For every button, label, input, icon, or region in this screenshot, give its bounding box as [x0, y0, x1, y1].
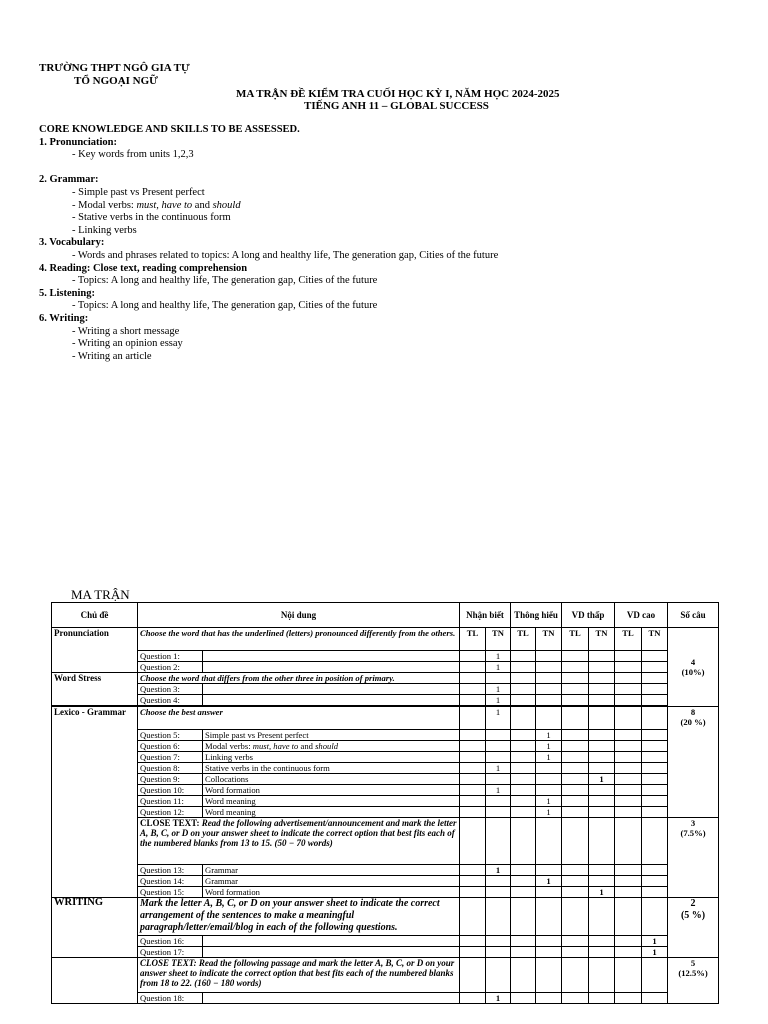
- text: CLOSE TEXT:: [140, 958, 197, 968]
- list-item: - Writing a short message: [72, 325, 180, 337]
- question-label: Question 2:: [138, 662, 203, 673]
- count-value: 2: [690, 898, 696, 909]
- table-row: [52, 763, 719, 774]
- question-label: Question 18:: [138, 993, 203, 1004]
- text: must: [136, 199, 157, 211]
- count-value: 8: [690, 707, 696, 717]
- list-item: [39, 200, 739, 213]
- cell-value: 1: [536, 752, 562, 763]
- text: Read the following advertisement/announcement and mark the letter A, B, C, or D on your answer sheet to indicate the correct option that best fits each of the numbered blanks from 13 to 15. (50 − 70 words): [140, 818, 457, 848]
- cell-value: 1: [536, 876, 562, 887]
- list-item: - Stative verbs in the continuous form: [72, 212, 231, 224]
- question-label: Question 8:: [138, 763, 203, 774]
- question-label: Question 15:: [138, 887, 203, 898]
- cell-value: 1: [486, 707, 511, 730]
- count-value: 5: [690, 958, 696, 968]
- list-item: - Topics: A long and healthy life, The generation gap, Cities of the future: [72, 300, 378, 312]
- text: should: [315, 741, 338, 751]
- outline-heading: CORE KNOWLEDGE AND SKILLS TO BE ASSESSED.: [39, 124, 300, 135]
- section-instruction: [138, 958, 460, 993]
- subheader-tl: TL: [511, 628, 536, 651]
- topic-writing: WRITING: [52, 898, 138, 958]
- table-row: [52, 898, 719, 936]
- question-content: [203, 741, 460, 752]
- subheader-tn: TN: [536, 628, 562, 651]
- question-label: Question 1:: [138, 651, 203, 662]
- count-value: 4: [690, 657, 696, 667]
- question-label: Question 13:: [138, 865, 203, 876]
- section-instruction: [138, 818, 460, 865]
- text: have to: [273, 741, 299, 751]
- question-label: Question 9:: [138, 774, 203, 785]
- question-content: Word formation: [203, 785, 460, 796]
- question-content: Simple past vs Present perfect: [203, 730, 460, 741]
- count-cell: [668, 898, 719, 958]
- table-row: [52, 695, 719, 706]
- table-row: [52, 707, 719, 730]
- text: Read the following passage and mark the letter A, B, C, or D on your answer sheet to indicate the correct option that best fits each of the numbered blanks from 18 to 22. (160 − 180 words): [140, 958, 455, 988]
- text: CLOSE TEXT:: [140, 818, 200, 828]
- section-listening: 5. Listening:: [39, 287, 96, 299]
- cell-value: 1: [486, 993, 511, 1004]
- list-item: - Words and phrases related to topics: A long and healthy life, The generation gap, Cities of the future: [72, 249, 499, 261]
- exam-matrix-table: [51, 602, 719, 1004]
- text: Modal verbs:: [205, 741, 253, 751]
- subheader-tl: TL: [460, 628, 486, 651]
- count-percent: (7.5%): [680, 828, 706, 838]
- section-vocabulary: 3. Vocabulary:: [39, 237, 105, 249]
- cell-value: 1: [589, 774, 615, 785]
- list-item: - Topics: A long and healthy life, The generation gap, Cities of the future: [72, 275, 378, 287]
- table-row: [52, 796, 719, 807]
- text: have to: [161, 199, 193, 211]
- col-vd-thap: VD thấp: [562, 603, 615, 628]
- subheader-tn: TN: [486, 628, 511, 651]
- assessment-outline: [39, 124, 739, 363]
- count-cell: [668, 958, 719, 1004]
- col-topic: Chủ đề: [52, 603, 138, 628]
- table-row: [52, 741, 719, 752]
- cell-value: 1: [486, 684, 511, 695]
- question-content: Grammar: [203, 876, 460, 887]
- cell-value: 1: [486, 865, 511, 876]
- table-row: [52, 730, 719, 741]
- subheader-tl: TL: [562, 628, 589, 651]
- table-row: [52, 684, 719, 695]
- question-label: Question 11:: [138, 796, 203, 807]
- cell-value: 1: [486, 662, 511, 673]
- table-row: [52, 993, 719, 1004]
- count-percent: (12.5%): [678, 968, 708, 978]
- question-label: Question 3:: [138, 684, 203, 695]
- table-row: [52, 785, 719, 796]
- text: should: [212, 199, 241, 211]
- question-label: Question 14:: [138, 876, 203, 887]
- question-label: Question 5:: [138, 730, 203, 741]
- list-item: - Writing an article: [72, 350, 152, 362]
- table-row: [52, 651, 719, 662]
- col-nhan-biet: Nhận biết: [460, 603, 511, 628]
- cell-value: 1: [486, 763, 511, 774]
- count-percent: (5 %): [680, 910, 706, 921]
- text: ,: [156, 199, 162, 211]
- section-pronunciation: 1. Pronunciation:: [39, 136, 117, 148]
- list-item: - Key words from units 1,2,3: [72, 149, 194, 161]
- count-percent: (10%): [681, 667, 705, 677]
- document-subtitle: TIẾNG ANH 11 – GLOBAL SUCCESS: [304, 100, 489, 112]
- table-row: [52, 865, 719, 876]
- cell-value: 1: [486, 785, 511, 796]
- subheader-tn: TN: [642, 628, 668, 651]
- section-instruction: Choose the word that differs from the other three in position of primary.: [138, 673, 460, 684]
- question-content: Grammar: [203, 865, 460, 876]
- topic-word-stress: Word Stress: [52, 673, 138, 706]
- table-row: [52, 887, 719, 898]
- question-content: Word meaning: [203, 796, 460, 807]
- question-content: Collocations: [203, 774, 460, 785]
- text: and: [298, 741, 316, 751]
- cell-value: 1: [486, 695, 511, 706]
- department-name: TỔ NGOẠI NGỮ: [74, 75, 158, 87]
- table-row: [52, 936, 719, 947]
- cell-value: 1: [536, 730, 562, 741]
- topic-pronunciation: Pronunciation: [52, 628, 138, 673]
- text: - Modal verbs:: [72, 199, 137, 211]
- section-reading: 4. Reading: Close text, reading comprehension: [39, 262, 248, 274]
- cell-value: 1: [536, 796, 562, 807]
- school-name: TRƯỜNG THPT NGÔ GIA TỰ: [39, 62, 190, 74]
- question-content: Stative verbs in the continuous form: [203, 763, 460, 774]
- table-row: [52, 818, 719, 865]
- col-content: Nội dung: [138, 603, 460, 628]
- topic-lexico-grammar: Lexico - Grammar: [52, 707, 138, 730]
- table-row: [52, 752, 719, 763]
- section-instruction: Choose the word that has the underlined (letters) pronounced differently from the others.: [138, 628, 460, 651]
- col-thong-hieu: Thông hiểu: [511, 603, 562, 628]
- question-label: Question 12:: [138, 807, 203, 818]
- list-item: - Simple past vs Present perfect: [72, 186, 205, 198]
- count-percent: (20 %): [680, 717, 706, 727]
- question-content: Linking verbs: [203, 752, 460, 763]
- table-row: [52, 958, 719, 993]
- table-row: [52, 628, 719, 651]
- matrix-title: MA TRẬN: [71, 587, 130, 602]
- count-value: 3: [690, 818, 696, 828]
- table-header-row: [52, 603, 719, 628]
- question-label: Question 10:: [138, 785, 203, 796]
- list-item: - Linking verbs: [72, 224, 137, 236]
- question-label: Question 17:: [138, 947, 203, 958]
- subheader-tn: TN: [589, 628, 615, 651]
- cell-value: 1: [642, 936, 668, 947]
- col-count: Số câu: [668, 603, 719, 628]
- question-label: Question 16:: [138, 936, 203, 947]
- question-content: Word formation: [203, 887, 460, 898]
- cell-value: 1: [536, 807, 562, 818]
- text: ,: [269, 741, 274, 751]
- table-row: [52, 807, 719, 818]
- table-row: [52, 876, 719, 887]
- question-label: Question 4:: [138, 695, 203, 706]
- section-writing: 6. Writing:: [39, 312, 89, 324]
- cell-value: 1: [486, 651, 511, 662]
- question-label: Question 7:: [138, 752, 203, 763]
- col-vd-cao: VD cao: [615, 603, 668, 628]
- section-instruction: Mark the letter A, B, C, or D on your answer sheet to indicate the correct arrangement of the sentences to make a meaningful paragraph/letter/email/blog in each of the following questions.: [138, 898, 460, 936]
- subheader-tl: TL: [615, 628, 642, 651]
- count-cell: [668, 707, 719, 818]
- question-content: Word meaning: [203, 807, 460, 818]
- question-label: Question 6:: [138, 741, 203, 752]
- text: must: [252, 741, 269, 751]
- cell-value: 1: [642, 947, 668, 958]
- section-grammar: 2. Grammar:: [39, 174, 99, 186]
- table-row: [52, 673, 719, 684]
- section-instruction: Choose the best answer: [138, 707, 460, 730]
- table-row: [52, 774, 719, 785]
- count-cell: [668, 628, 719, 707]
- cell-value: 1: [589, 887, 615, 898]
- document-title: MA TRẬN ĐỀ KIỂM TRA CUỐI HỌC KỲ I, NĂM HỌC 2024-2025: [236, 88, 560, 100]
- list-item: - Writing an opinion essay: [72, 338, 183, 350]
- count-cell: [668, 818, 719, 898]
- table-row: [52, 662, 719, 673]
- text: and: [192, 199, 213, 211]
- cell-value: 1: [536, 741, 562, 752]
- table-row: [52, 947, 719, 958]
